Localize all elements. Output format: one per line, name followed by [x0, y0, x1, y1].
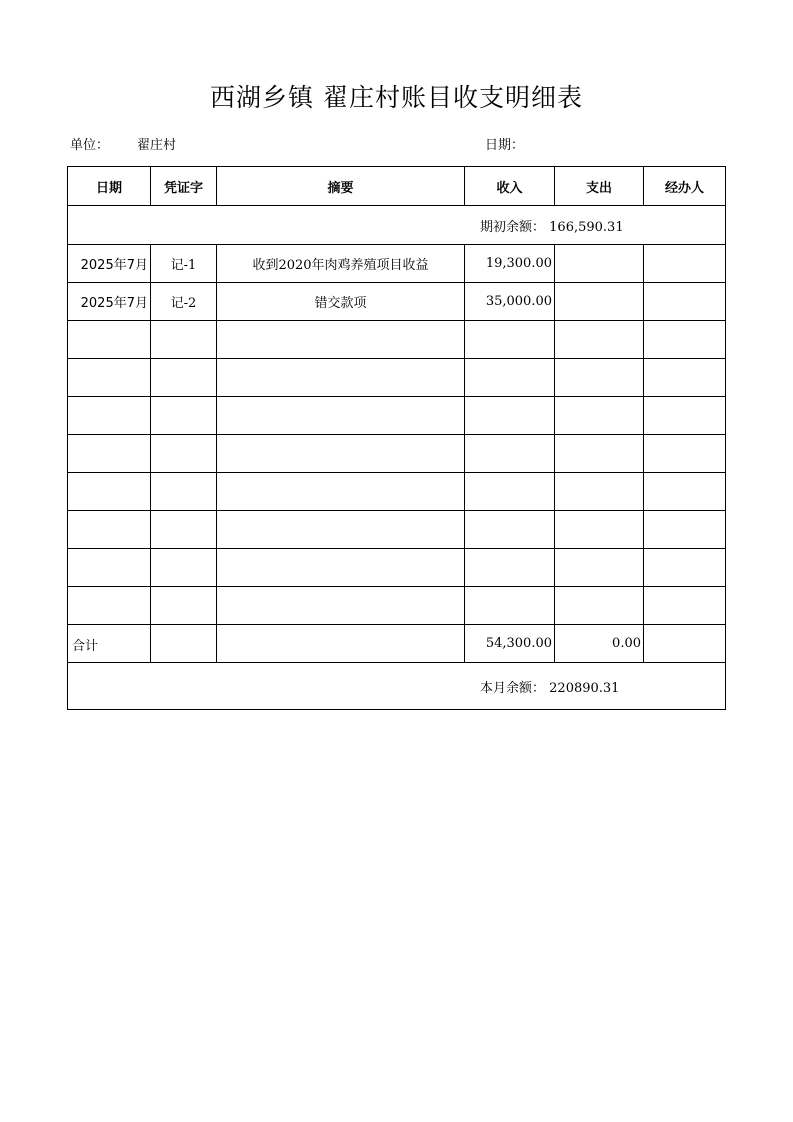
- closing-balance-row: [68, 663, 726, 710]
- table-row: [68, 397, 726, 435]
- cell-expense: [555, 359, 644, 397]
- cell-expense: [555, 473, 644, 511]
- cell-handler: [644, 321, 726, 359]
- closing-balance-label: 本月余额：: [480, 680, 546, 696]
- cell-summary: [217, 397, 465, 435]
- cell-summary: 收到2020年肉鸡养殖项目收益: [217, 245, 465, 283]
- total-row: [68, 625, 726, 663]
- cell-date: [68, 359, 151, 397]
- cell-handler: [644, 359, 726, 397]
- cell-voucher: [151, 511, 217, 549]
- cell-summary: [217, 435, 465, 473]
- cell-handler: [644, 473, 726, 511]
- header-row: [68, 167, 726, 206]
- column-header-income: 收入: [465, 167, 555, 206]
- cell-expense: [555, 435, 644, 473]
- cell-handler: [644, 245, 726, 283]
- cell-voucher: [151, 435, 217, 473]
- table-row: [68, 587, 726, 625]
- column-header-handler: 经办人: [644, 167, 726, 206]
- total-income: 54,300.00: [465, 625, 555, 663]
- cell-summary: [217, 321, 465, 359]
- cell-date: 2025年7月: [68, 245, 151, 283]
- column-header-date: 日期: [68, 167, 151, 206]
- unit-value: 翟庄村: [137, 138, 177, 153]
- cell-date: [68, 587, 151, 625]
- cell-income: [465, 511, 555, 549]
- cell-date: [68, 435, 151, 473]
- opening-balance-row: [68, 206, 726, 245]
- cell-income: 35,000.00: [465, 283, 555, 321]
- cell-income: [465, 549, 555, 587]
- cell-voucher: 记-2: [151, 283, 217, 321]
- cell-handler: [644, 397, 726, 435]
- cell-income: [465, 397, 555, 435]
- ledger-table: [67, 166, 726, 710]
- cell-income: [465, 435, 555, 473]
- cell-handler: [644, 435, 726, 473]
- cell-voucher: [151, 359, 217, 397]
- cell-summary: 错交款项: [217, 283, 465, 321]
- table-row: [68, 511, 726, 549]
- opening-balance-value: 166,590.31: [549, 219, 624, 235]
- cell-summary: [217, 587, 465, 625]
- cell-expense: [555, 587, 644, 625]
- cell-income: [465, 321, 555, 359]
- cell-expense: [555, 321, 644, 359]
- cell-expense: [555, 511, 644, 549]
- total-summary-cell: [217, 625, 465, 663]
- cell-voucher: [151, 549, 217, 587]
- column-header-expense: 支出: [555, 167, 644, 206]
- unit-label: 单位：: [70, 138, 110, 153]
- table-row: [68, 245, 726, 283]
- cell-voucher: 记-1: [151, 245, 217, 283]
- cell-expense: [555, 549, 644, 587]
- cell-summary: [217, 359, 465, 397]
- page-title: 西湖乡镇 翟庄村账目收支明细表: [210, 83, 583, 112]
- cell-handler: [644, 549, 726, 587]
- cell-summary: [217, 511, 465, 549]
- cell-date: 2025年7月: [68, 283, 151, 321]
- cell-summary: [217, 473, 465, 511]
- cell-voucher: [151, 321, 217, 359]
- cell-income: [465, 473, 555, 511]
- cell-date: [68, 473, 151, 511]
- table-row: [68, 549, 726, 587]
- table-row: [68, 321, 726, 359]
- date-label: 日期：: [485, 138, 525, 153]
- cell-summary: [217, 549, 465, 587]
- opening-balance-label: 期初余额：: [480, 219, 546, 235]
- table-row: [68, 283, 726, 321]
- total-label: 合计: [68, 625, 151, 663]
- cell-voucher: [151, 473, 217, 511]
- cell-income: [465, 359, 555, 397]
- cell-date: [68, 511, 151, 549]
- column-header-voucher: 凭证字: [151, 167, 217, 206]
- total-expense: 0.00: [555, 625, 644, 663]
- total-handler-cell: [644, 625, 726, 663]
- cell-income: [465, 587, 555, 625]
- cell-handler: [644, 283, 726, 321]
- total-voucher-cell: [151, 625, 217, 663]
- cell-handler: [644, 511, 726, 549]
- cell-expense: [555, 397, 644, 435]
- cell-expense: [555, 245, 644, 283]
- cell-income: 19,300.00: [465, 245, 555, 283]
- cell-expense: [555, 283, 644, 321]
- table-row: [68, 473, 726, 511]
- closing-balance-value: 220890.31: [549, 680, 620, 696]
- column-header-summary: 摘要: [217, 167, 465, 206]
- cell-voucher: [151, 397, 217, 435]
- cell-date: [68, 397, 151, 435]
- cell-date: [68, 321, 151, 359]
- cell-handler: [644, 587, 726, 625]
- cell-date: [68, 549, 151, 587]
- table-row: [68, 435, 726, 473]
- table-row: [68, 359, 726, 397]
- cell-voucher: [151, 587, 217, 625]
